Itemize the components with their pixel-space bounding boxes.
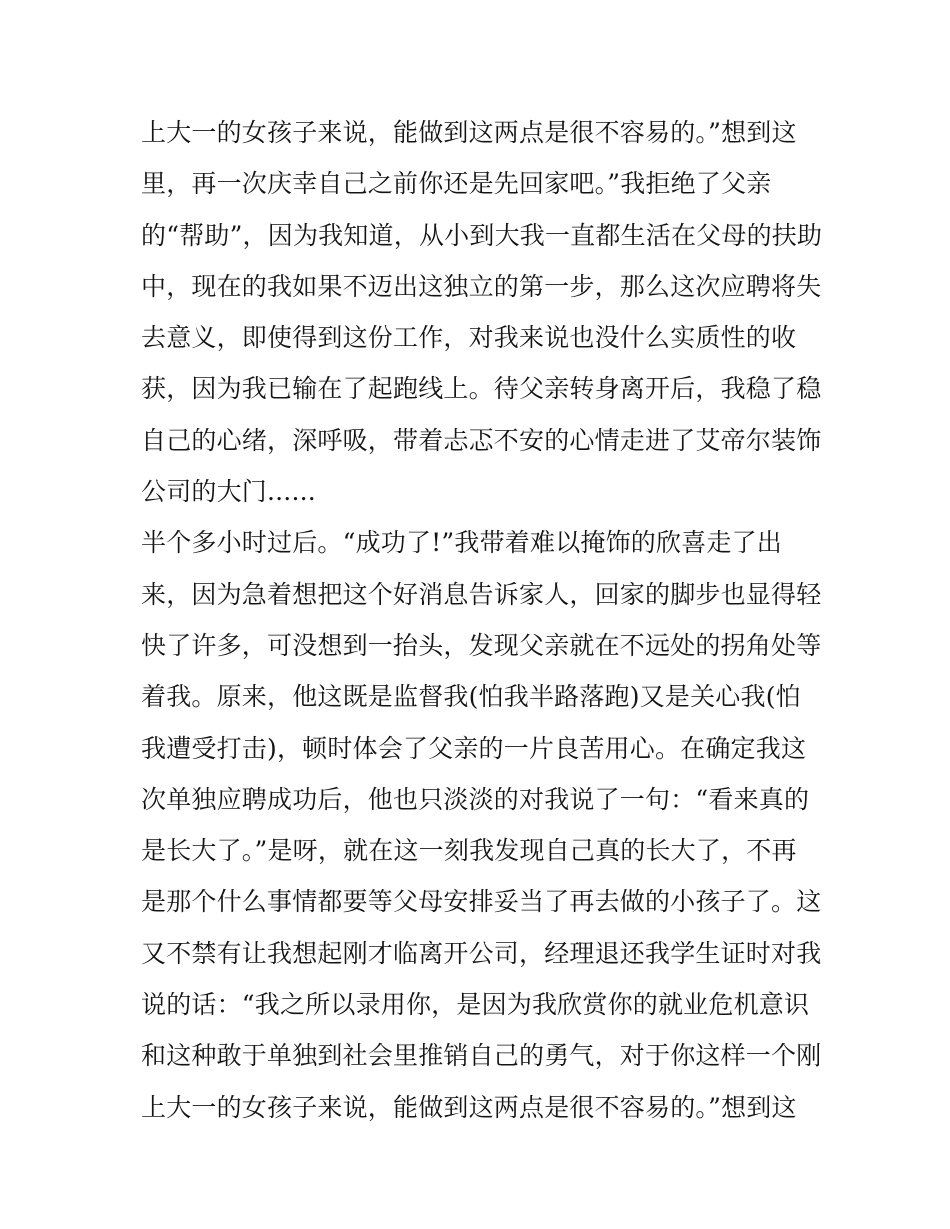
text-line: 获，因为我已输在了起跑线上。待父亲转身离开后，我稳了稳	[141, 374, 822, 404]
body-text	[141, 107, 821, 1133]
text-line: 上大一的女孩子来说，能做到这两点是很不容易的。”想到这	[141, 1092, 797, 1122]
text-line: 去意义，即使得到这份工作，对我来说也没什么实质性的收	[141, 323, 797, 353]
text-line: 上大一的女孩子来说，能做到这两点是很不容易的。”想到这	[141, 118, 797, 147]
text-line: 里，再一次庆幸自己之前你还是先回家吧。”我拒绝了父亲	[141, 169, 772, 199]
text-line: 的“帮助”，因为我知道，从小到大我一直都生活在父母的扶助	[141, 220, 823, 250]
text-line: 快了许多，可没想到一抬头，发现父亲就在不远处的拐角处等	[141, 630, 822, 660]
text-line: 半个多小时过后。“成功了!”我带着难以掩饰的欣喜走了出	[141, 528, 783, 558]
text-line: 中，现在的我如果不迈出这独立的第一步，那么这次应聘将失	[141, 271, 822, 301]
text-line: 是长大了。”是呀，就在这一刻我发现自己真的长大了，不再	[141, 836, 797, 866]
text-line: 着我。原来，他这既是监督我(怕我半路落跑)又是关心我(怕	[141, 682, 801, 712]
text-line: 说的话：“我之所以录用你，是因为我欣赏你的就业危机意识	[141, 990, 810, 1020]
text-line: 又不禁有让我想起刚才临离开公司，经理退还我学生证时对我	[141, 938, 822, 968]
text-line: 是那个什么事情都要等父母安排妥当了再去做的小孩子了。这	[141, 887, 822, 917]
text-line: 来，因为急着想把这个好消息告诉家人，回家的脚步也显得轻	[141, 579, 822, 609]
text-line: 自己的心绪，深呼吸，带着忐忑不安的心情走进了艾帝尔装饰	[141, 425, 822, 455]
text-line: 和这种敢于单独到社会里推销自己的勇气，对于你这样一个刚	[141, 1041, 822, 1071]
text-line: 次单独应聘成功后，他也只淡淡的对我说了一句：“看来真的	[141, 784, 810, 814]
text-line: 我遭受打击)，顿时体会了父亲的一片良苦用心。在确定我这	[141, 733, 807, 763]
text-line: 公司的大门......	[141, 477, 316, 507]
